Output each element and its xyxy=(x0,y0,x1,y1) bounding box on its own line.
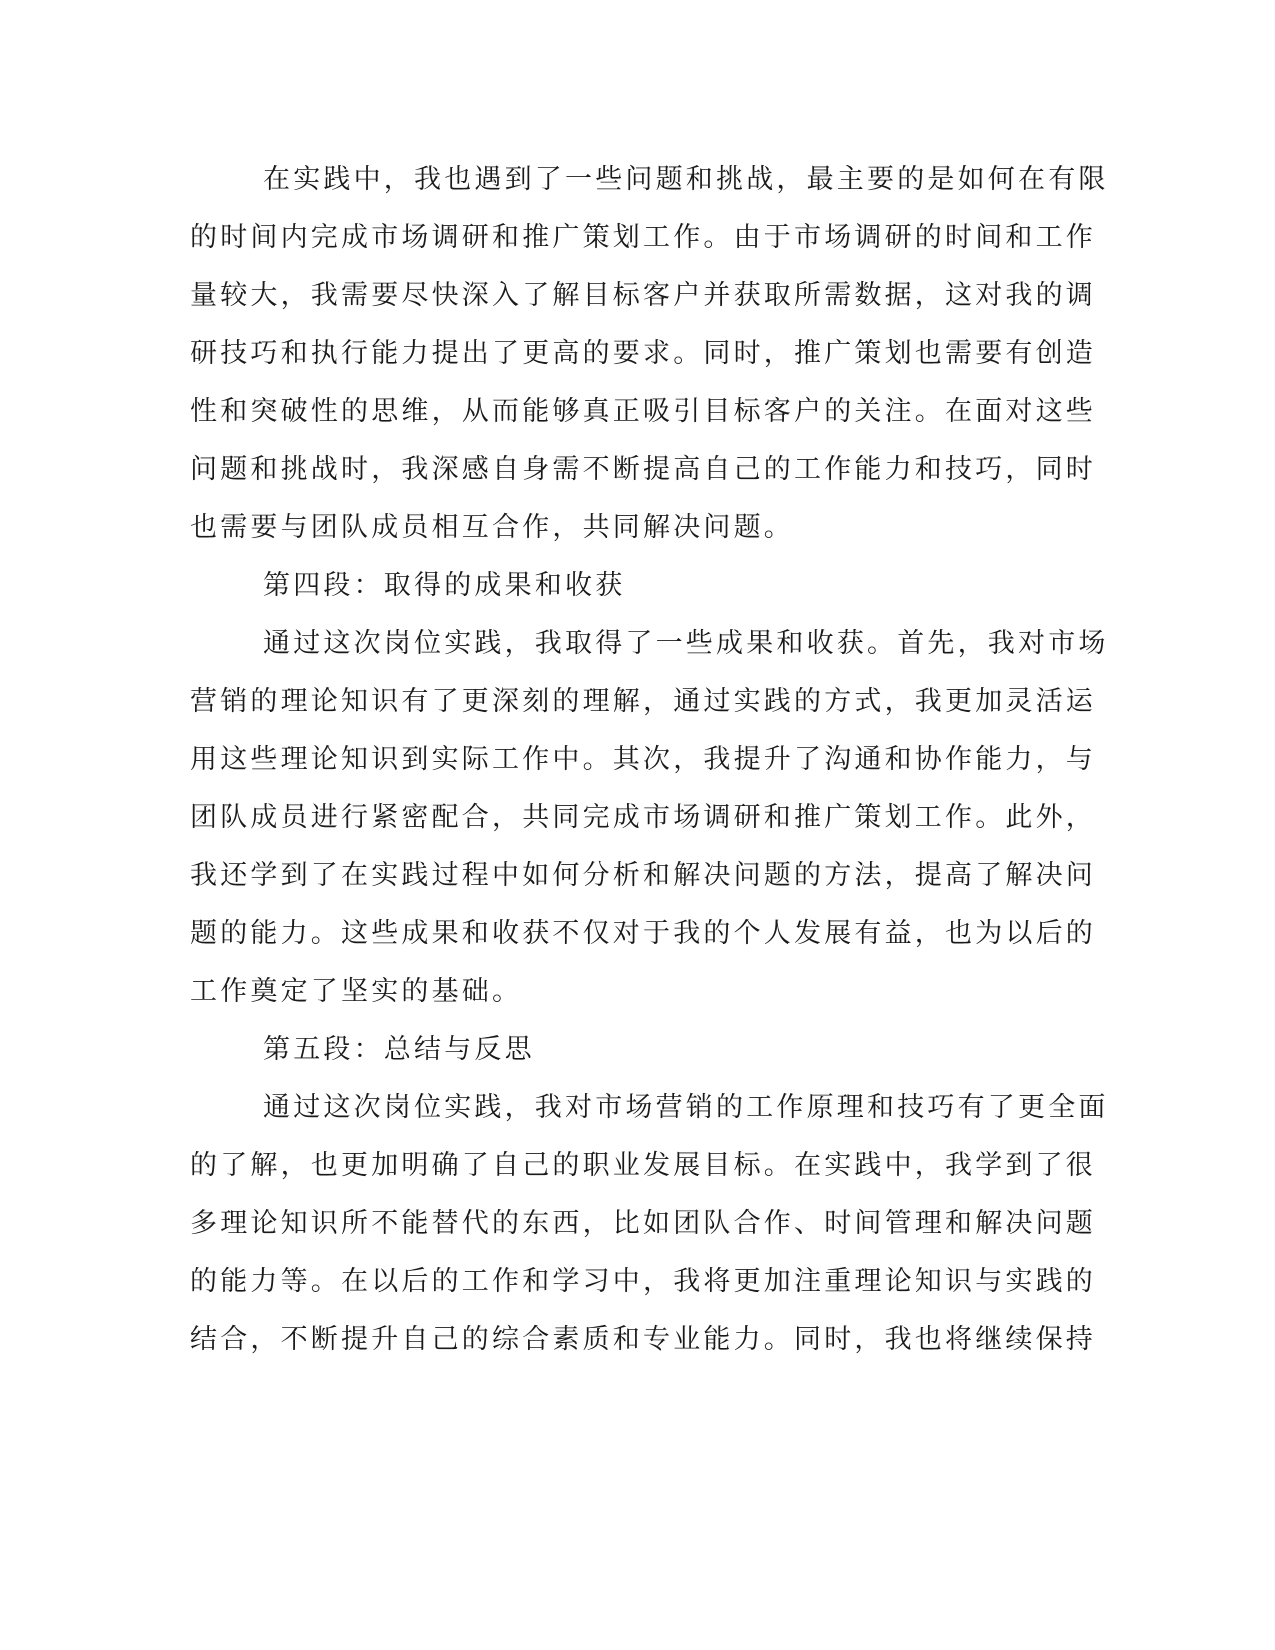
paragraph-4-line-5: 我还学到了在实践过程中如何分析和解决问题的方法，提高了解决问 xyxy=(190,860,1096,891)
section-5-heading: 第五段：总结与反思 xyxy=(263,1034,535,1065)
paragraph-5-line-1: 通过这次岗位实践，我对市场营销的工作原理和技巧有了更全面 xyxy=(263,1092,1109,1123)
paragraph-4-line-7: 工作奠定了坚实的基础。 xyxy=(190,976,523,1007)
paragraph-4-line-4: 团队成员进行紧密配合，共同完成市场调研和推广策划工作。此外， xyxy=(190,802,1096,833)
paragraph-5-line-5: 结合，不断提升自己的综合素质和专业能力。同时，我也将继续保持 xyxy=(190,1324,1096,1355)
section-4-heading: 第四段：取得的成果和收获 xyxy=(263,570,626,601)
paragraph-5-line-3: 多理论知识所不能替代的东西，比如团队合作、时间管理和解决问题 xyxy=(190,1208,1096,1239)
paragraph-5-line-2: 的了解，也更加明确了自己的职业发展目标。在实践中，我学到了很 xyxy=(190,1150,1096,1181)
paragraph-3-line-4: 研技巧和执行能力提出了更高的要求。同时，推广策划也需要有创造 xyxy=(190,338,1096,369)
paragraph-3-line-7: 也需要与团队成员相互合作，共同解决问题。 xyxy=(190,512,794,543)
paragraph-3-line-6: 问题和挑战时，我深感自身需不断提高自己的工作能力和技巧，同时 xyxy=(190,454,1096,485)
paragraph-3-line-2: 的时间内完成市场调研和推广策划工作。由于市场调研的时间和工作 xyxy=(190,222,1096,253)
paragraph-4-line-1: 通过这次岗位实践，我取得了一些成果和收获。首先，我对市场 xyxy=(263,628,1109,659)
paragraph-5-line-4: 的能力等。在以后的工作和学习中，我将更加注重理论知识与实践的 xyxy=(190,1266,1096,1297)
paragraph-3-line-3: 量较大，我需要尽快深入了解目标客户并获取所需数据，这对我的调 xyxy=(190,280,1096,311)
paragraph-3-line-5: 性和突破性的思维，从而能够真正吸引目标客户的关注。在面对这些 xyxy=(190,396,1096,427)
paragraph-4-line-6: 题的能力。这些成果和收获不仅对于我的个人发展有益，也为以后的 xyxy=(190,918,1096,949)
paragraph-3-line-1: 在实践中，我也遇到了一些问题和挑战，最主要的是如何在有限 xyxy=(263,164,1109,195)
paragraph-4-line-3: 用这些理论知识到实际工作中。其次，我提升了沟通和协作能力，与 xyxy=(190,744,1096,775)
paragraph-4-line-2: 营销的理论知识有了更深刻的理解，通过实践的方式，我更加灵活运 xyxy=(190,686,1096,717)
